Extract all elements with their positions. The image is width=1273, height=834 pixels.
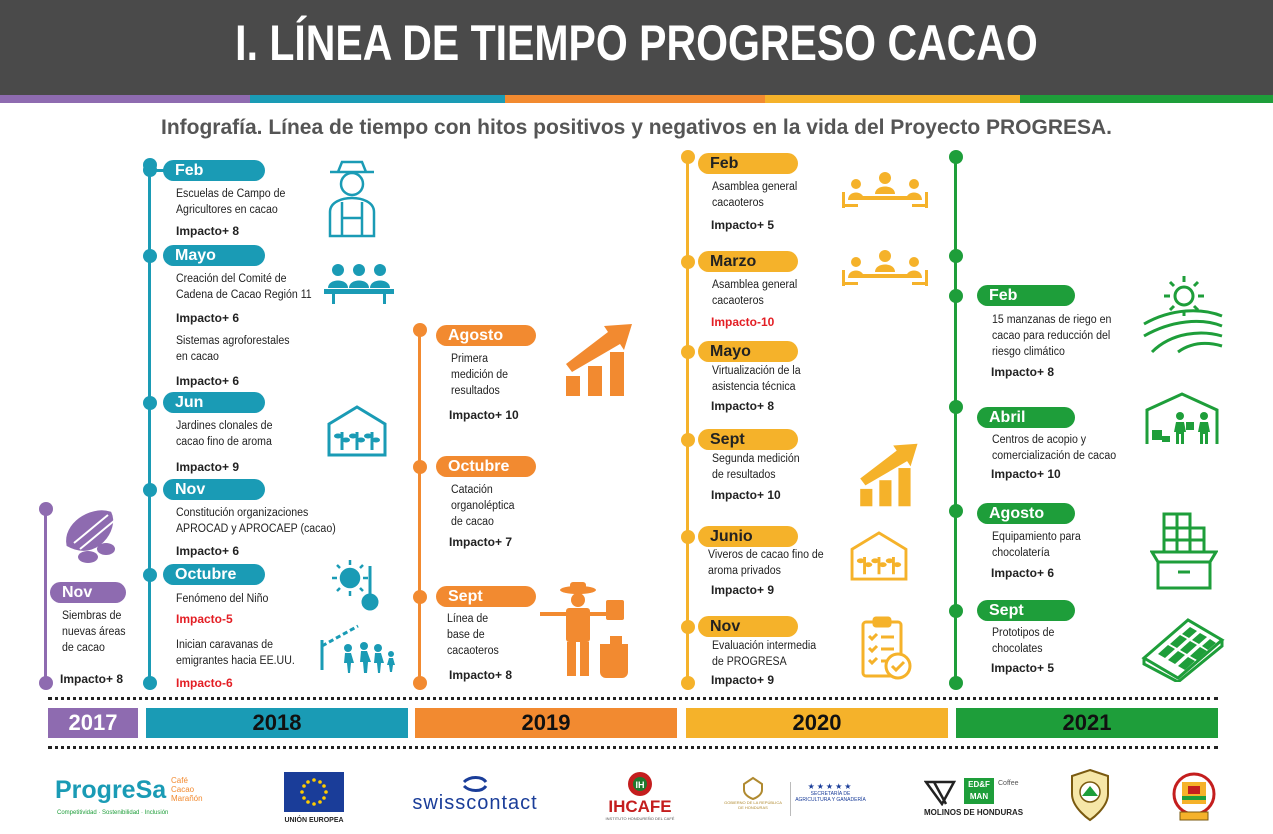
stripe-green: [1020, 95, 1273, 103]
month-pill: [977, 407, 1075, 428]
stripe-orange: [505, 95, 765, 103]
desc-line: Centros de acopio y: [992, 434, 1087, 446]
desc-line: Jardines clonales de: [176, 420, 273, 432]
impact-label-negative: Impacto-10: [711, 315, 775, 329]
swisscontact-mark-icon: [460, 776, 490, 792]
desc-line: Catación: [451, 484, 493, 496]
month-label: Octubre: [175, 566, 237, 583]
ihcafe-gear-icon: [626, 770, 654, 798]
molinos-label: MOLINOS DE HONDURAS: [924, 808, 1024, 817]
month-label: Marzo: [710, 253, 757, 270]
month-pill: [698, 341, 798, 362]
desc-line: Constitución organizaciones: [176, 507, 309, 519]
desc-line: Segunda medición: [712, 453, 800, 465]
month-pill: [436, 586, 536, 607]
timeline-dot: [949, 504, 963, 518]
milestone-desc: [992, 529, 1081, 561]
logo-sag: [790, 782, 870, 816]
milestone-desc: [176, 271, 312, 303]
timeline-dot: [413, 676, 427, 690]
sag-label: SECRETARÍA DE AGRICULTURA Y GANADERÍA: [795, 791, 866, 803]
gobierno-label: GOBIERNO DE LA REPÚBLICA DE HONDURAS: [724, 800, 782, 810]
desc-line: resultados: [451, 385, 500, 397]
timeline-dot: [949, 604, 963, 618]
logo-gobierno: [723, 776, 783, 820]
year-2021: 2021: [956, 708, 1218, 738]
month-pill: [436, 456, 536, 477]
month-pill: [698, 616, 798, 637]
timeline-dot: [143, 249, 157, 263]
timeline-dot: [413, 323, 427, 337]
desc-line: en cacao: [176, 351, 219, 363]
desc-line: Virtualización de la: [712, 365, 801, 377]
farmer-shovel-icon: [540, 582, 634, 678]
impact-label: Impacto+ 6: [176, 374, 240, 388]
year-2019: 2019: [415, 708, 677, 738]
milestone-desc: [176, 418, 272, 450]
logo-eu: [284, 772, 346, 822]
desc-line: asistencia técnica: [712, 381, 796, 393]
stripe-yellow: [765, 95, 1020, 103]
month-pill: [698, 153, 798, 174]
impact-label: Impacto+ 8: [60, 672, 124, 686]
desc-line: Cadena de Cacao Región 11: [176, 289, 312, 301]
desc-line: Asamblea general: [712, 181, 798, 193]
municipal-crest-icon: [1170, 768, 1218, 824]
month-label: Sept: [989, 602, 1024, 619]
month-label: Sept: [710, 431, 745, 448]
edfman-label: ED&F MAN: [968, 780, 990, 801]
desc-line: Inician caravanas de: [176, 639, 274, 651]
cacao-pod-icon: [60, 505, 122, 567]
logo-swisscontact: [405, 776, 545, 816]
committee-icon: [324, 262, 394, 304]
desc-line: Viveros de cacao fino de: [708, 549, 824, 561]
desc-line: 15 manzanas de riego en: [992, 314, 1112, 326]
progresa-sub: Cacao: [171, 785, 195, 794]
timeline-dot: [143, 676, 157, 690]
timeline-dot: [681, 345, 695, 359]
month-pill: [977, 600, 1075, 621]
milestone-desc: [712, 451, 800, 483]
month-label: Agosto: [989, 505, 1045, 522]
warehouse-icon: [1144, 392, 1220, 446]
timeline-2020: [686, 157, 689, 683]
desc-line: nuevas áreas: [62, 626, 126, 638]
milestone-desc: [712, 638, 816, 670]
edfman-box: [964, 778, 994, 804]
month-label: Nov: [62, 584, 93, 601]
milestone-desc: [712, 363, 801, 395]
timeline-dot: [681, 255, 695, 269]
impact-label-negative: Impacto-6: [176, 676, 233, 690]
milestone-desc: [62, 608, 126, 656]
desc-line: emigrantes hacia EE.UU.: [176, 655, 295, 667]
timeline-dot: [413, 460, 427, 474]
desc-line: Escuelas de Campo de: [176, 188, 286, 200]
timeline-dot: [681, 150, 695, 164]
desc-line: APROCAD y APROCAEP (cacao): [176, 523, 336, 535]
timeline-dot: [413, 590, 427, 604]
impact-label: Impacto+ 5: [991, 661, 1055, 675]
desc-line: base de: [447, 629, 485, 641]
desc-line: Línea de: [447, 613, 489, 625]
month-label: Octubre: [448, 458, 510, 475]
timeline-2018: [148, 165, 151, 683]
desc-line: cacao fino de aroma: [176, 436, 272, 448]
timeline-dot: [949, 150, 963, 164]
desc-line: Equipamiento para: [992, 531, 1081, 543]
desc-line: chocolatería: [992, 547, 1050, 559]
milestone-desc: [447, 611, 499, 659]
ihcafe-sub: INSTITUTO HONDUREÑO DEL CAFÉ: [605, 816, 675, 821]
impact-label: Impacto+ 7: [449, 535, 513, 549]
desc-line: organoléptica: [451, 500, 515, 512]
desc-line: cacaoteros: [447, 645, 499, 657]
desc-line: chocolates: [992, 643, 1043, 655]
impact-label: Impacto+ 6: [991, 566, 1055, 580]
milestone-desc: [176, 591, 268, 607]
ihcafe-label: IHCAFE: [608, 797, 672, 816]
desc-line: Fenómeno del Niño: [176, 593, 269, 605]
impact-label: Impacto+ 10: [711, 488, 781, 502]
logo-molinos: [924, 776, 1034, 820]
month-label: Nov: [710, 618, 741, 635]
impact-label: Impacto+ 8: [711, 399, 775, 413]
impact-label: Impacto+ 10: [991, 467, 1061, 481]
timeline-dot: [681, 530, 695, 544]
timeline-2019: [418, 330, 421, 683]
timeline-dot: [949, 676, 963, 690]
growth-chart-icon: [562, 322, 634, 398]
impact-label: Impacto+ 9: [711, 583, 775, 597]
impact-label: Impacto+ 6: [176, 544, 240, 558]
month-label: Feb: [710, 155, 739, 172]
year-2018: 2018: [146, 708, 408, 738]
month-label: Junio: [710, 528, 753, 545]
timeline-dot: [949, 400, 963, 414]
impact-label: Impacto+ 10: [449, 408, 519, 422]
month-pill: [163, 479, 265, 500]
milestone-desc: [712, 277, 797, 309]
eu-flag-icon: [284, 772, 344, 812]
divider-top: [48, 697, 1218, 700]
desc-line: Creación del Comité de: [176, 273, 287, 285]
milestone-desc: [992, 432, 1116, 464]
milestone-desc: [176, 637, 295, 669]
honduras-shield-icon: [742, 776, 764, 800]
timeline-dot: [39, 676, 53, 690]
milestone-desc: [708, 547, 824, 579]
milestone-desc: [451, 351, 508, 399]
month-label: Sept: [448, 588, 483, 605]
edfman-coffee: Coffee: [998, 780, 1019, 787]
desc-line: Asamblea general: [712, 279, 798, 291]
desc-line: aroma privados: [708, 565, 781, 577]
progresa-sub: Café: [171, 776, 188, 785]
impact-label-negative: Impacto-5: [176, 612, 233, 626]
timeline-dot: [143, 396, 157, 410]
month-label: Jun: [175, 394, 204, 411]
milestone-desc: [176, 186, 285, 218]
milestone-desc: [712, 179, 797, 211]
month-pill: [163, 245, 265, 266]
desc-line: de resultados: [712, 469, 776, 481]
page-title: I. LÍNEA DE TIEMPO PROGRESO CACAO: [235, 15, 1038, 71]
migrants-icon: [318, 620, 398, 674]
month-pill: [698, 429, 798, 450]
desc-line: Agricultores en cacao: [176, 204, 278, 216]
page-subtitle: Infografía. Línea de tiempo con hitos positivos y negativos en la vida del Proyecto PROGRESA.: [160, 116, 1113, 139]
year-2017: 2017: [48, 708, 138, 738]
sun-thermometer-icon: [330, 558, 386, 614]
month-pill: [977, 503, 1075, 524]
impact-label: Impacto+ 9: [711, 673, 775, 687]
greenhouse-icon: [848, 530, 910, 582]
logo-progresa: [55, 776, 215, 822]
month-label: Nov: [175, 481, 206, 498]
month-pill: [698, 251, 798, 272]
month-pill: [50, 582, 126, 603]
meeting-icon: [842, 250, 928, 286]
progresa-tagline: Competitividad · Sostenibilidad · Inclusión: [57, 810, 169, 816]
year-2020: 2020: [686, 708, 948, 738]
checklist-icon: [860, 616, 914, 682]
swisscontact-label: swisscontact: [412, 792, 538, 814]
impact-label: Impacto+ 9: [176, 460, 240, 474]
divider-bottom: [48, 746, 1218, 749]
impact-label: Impacto+ 8: [176, 224, 240, 238]
desc-line: riesgo climático: [992, 346, 1065, 358]
timeline-dot: [681, 620, 695, 634]
timeline-dot: [143, 483, 157, 497]
progresa-sub: Marañón: [171, 794, 203, 803]
milestone-desc: [992, 312, 1111, 360]
impact-label: Impacto+ 5: [711, 218, 775, 232]
farmer-icon: [326, 160, 378, 238]
timeline-2017: [44, 509, 47, 683]
chocolate-shop-icon: [1150, 510, 1218, 590]
greenhouse-icon: [326, 404, 388, 458]
month-label: Feb: [989, 287, 1018, 304]
month-pill: [163, 392, 265, 413]
month-pill: [698, 526, 798, 547]
milestone-desc: [176, 505, 336, 537]
desc-line: Prototipos de: [992, 627, 1055, 639]
timeline-dot: [681, 676, 695, 690]
desc-line: cacao para reducción del: [992, 330, 1111, 342]
municipal-seal-icon: [1068, 768, 1112, 822]
impact-label: Impacto+ 8: [449, 668, 513, 682]
impact-label: Impacto+ 6: [176, 311, 240, 325]
stripe-blue: [250, 95, 505, 103]
milestone-desc: [176, 333, 290, 365]
desc-line: Sistemas agroforestales: [176, 335, 290, 347]
timeline-dot: [681, 433, 695, 447]
month-label: Mayo: [175, 247, 216, 264]
month-label: Abril: [989, 409, 1026, 426]
progresa-wordmark: ProgreSa: [55, 776, 167, 804]
eu-label: UNIÓN EUROPEA: [284, 817, 344, 824]
desc-line: Siembras de: [62, 610, 122, 622]
month-label: Agosto: [448, 327, 504, 344]
month-pill: [436, 325, 536, 346]
desc-line: comercialización de cacao: [992, 450, 1117, 462]
growth-chart-icon: [856, 442, 920, 508]
month-label: Mayo: [710, 343, 751, 360]
timeline-dot: [143, 568, 157, 582]
month-pill: [163, 160, 265, 181]
chocolate-bar-icon: [1140, 616, 1226, 682]
timeline-dot: [39, 502, 53, 516]
timeline-dot: [949, 289, 963, 303]
milestone-desc: [451, 482, 515, 530]
desc-line: de PROGRESA: [712, 656, 787, 668]
month-label: Feb: [175, 162, 204, 179]
desc-line: cacaoteros: [712, 197, 764, 209]
month-pill: [163, 564, 265, 585]
timeline-dot: [949, 249, 963, 263]
desc-line: cacaoteros: [712, 295, 764, 307]
sun-field-icon: [1142, 272, 1224, 354]
svg-text:IH: IH: [635, 780, 645, 790]
desc-line: de cacao: [451, 516, 494, 528]
impact-label: Impacto+ 8: [991, 365, 1055, 379]
stripe-purple: [0, 95, 250, 103]
desc-line: medición de: [451, 369, 509, 381]
sag-stars: ★★★★★: [807, 782, 854, 791]
molinos-mark-icon: [924, 778, 958, 806]
logo-ihcafe: [603, 770, 677, 824]
desc-line: de cacao: [62, 642, 105, 654]
desc-line: Primera: [451, 353, 489, 365]
meeting-icon: [842, 172, 928, 208]
milestone-desc: [992, 625, 1054, 657]
desc-line: Evaluación intermedia: [712, 640, 817, 652]
month-pill: [977, 285, 1075, 306]
